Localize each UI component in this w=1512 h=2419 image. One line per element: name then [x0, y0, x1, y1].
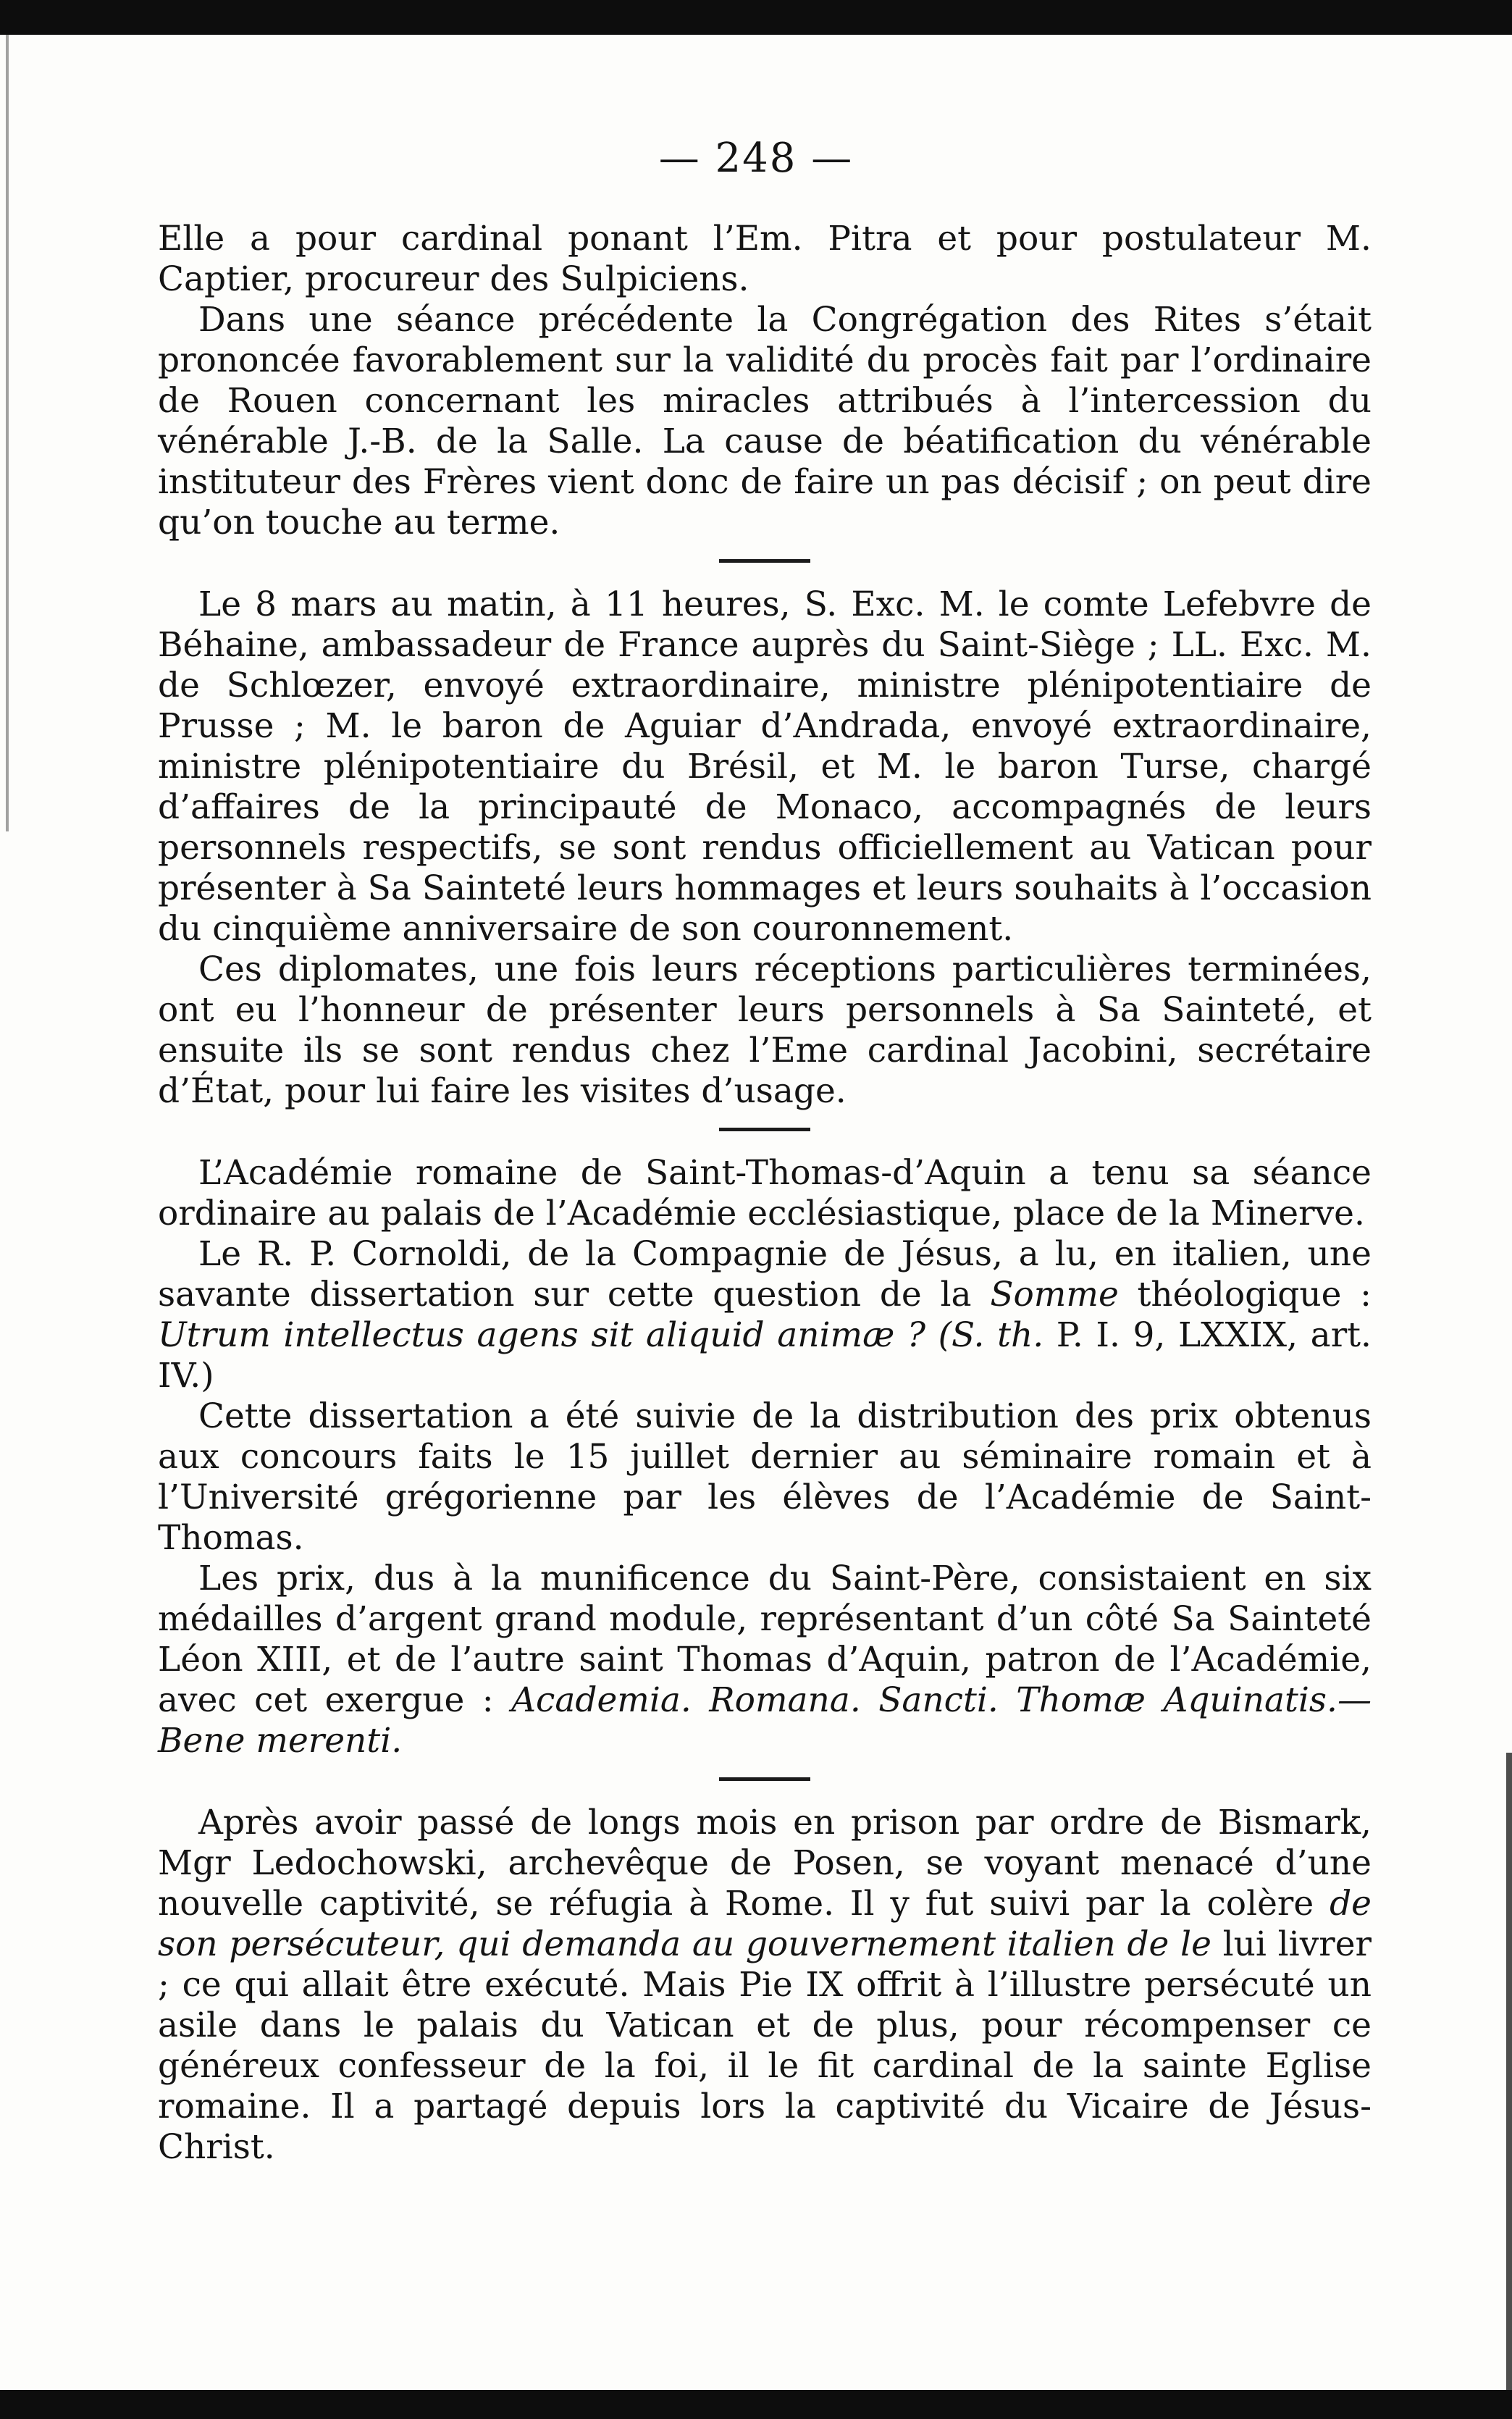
scan-border-top [0, 0, 1512, 35]
text-run: lui livrer ; ce qui allait être exécuté. Mais Pie IX offrit à l’illustre persécuté un asile dans le palais du Vatican et de plus, pour récompenser ce généreux confesseur de la foi, il le fit cardinal de la sainte Eglise romaine. Il a partagé depuis lors la captivité du Vicaire de Jésus-Christ. [158, 1924, 1372, 2167]
paragraph: L’Académie romaine de Saint-Thomas-d’Aquin a tenu sa séance ordinaire au palais de l’Académie ecclésiastique, place de la Minerve. [158, 1153, 1372, 1233]
paragraph: Le 8 mars au matin, à 11 heures, S. Exc. M. le comte Lefebvre de Béhaine, ambassadeur de France auprès du Saint-Siège ; LL. Exc. M. de Schlœzer, envoyé extraordinaire, ministre plénipotentiaire de Prusse ; M. le baron de Aguiar d’Andrada, envoyé extraordinaire, ministre plénipotentiaire du Brésil, et M. le baron Turse, chargé d’affaires de la principauté de Monaco, accompagnés de leurs personnels respectifs, se sont rendus officiellement au Vatican pour présenter à Sa Sainteté leurs hommages et leurs souhaits à l’occasion du cinquième anniversaire de son couronnement. [158, 584, 1372, 949]
text-run-italic: Somme [990, 1275, 1119, 1315]
paragraph: Cette dissertation a été suivie de la distribution des prix obtenus aux concours faits le 15 juillet dernier au séminaire romain et à l’Université grégorienne par les élèves de l’Académie de Saint-Thomas. [158, 1396, 1372, 1558]
text-run: Les prix, dus à la munificence du Saint-Père, consistaient en six médailles d’argent grand module, représentant d’un côté Sa Sainteté Léon XIII, et de l’autre saint Thomas d’Aquin, patron de l’Académie, avec cet exergue : [158, 1559, 1372, 1720]
text-run: théologique : [1118, 1275, 1372, 1315]
page-number: — 248 — [658, 135, 854, 182]
paragraph [158, 1803, 1372, 2168]
section-separator [719, 1128, 810, 1131]
scan-edge-right [1506, 1753, 1512, 2390]
text-run-italic: de son persécuteur, qui demanda au gouvernement italien de le [158, 1884, 1372, 1964]
paragraph: Ces diplomates, une fois leurs réceptions particulières terminées, ont eu l’honneur de présenter leurs personnels à Sa Sainteté, et ensuite ils se sont rendus chez l’Eme cardinal Jacobini, secrétaire d’État, pour lui faire les visites d’usage. [158, 949, 1372, 1111]
paragraph [158, 1559, 1372, 1761]
text-run: Après avoir passé de longs mois en prison par ordre de Bismark, Mgr Ledochowski, archevêque de Posen, se voyant menacé d’une nouvelle captivité, se réfugia à Rome. Il y fut suivi par la colère [158, 1803, 1372, 1924]
section-separator [719, 1777, 810, 1781]
scan-border-bottom [0, 2390, 1512, 2419]
paragraph: Elle a pour cardinal ponant l’Em. Pitra et pour postulateur M. Captier, procureur des Sulpiciens. [158, 219, 1372, 299]
paragraph [158, 1234, 1372, 1396]
paragraph: Dans une séance précédente la Congrégation des Rites s’était prononcée favorablement sur la validité du procès fait par l’ordinaire de Rouen concernant les miracles attribués à l’intercession du vénérable J.-B. de la Salle. La cause de béatification du vénérable instituteur des Frères vient donc de faire un pas décisif ; on peut dire qu’on touche au terme. [158, 300, 1372, 542]
latin-question: Utrum intellectus agens sit aliquid animæ ? (S. th. [158, 1315, 1044, 1355]
text-run: Le R. P. Cornoldi, de la Compagnie de Jésus, a lu, en italien, une savante dissertation sur cette question de la [158, 1234, 1372, 1315]
medal-inscription: Academia. Romana. Sancti. Thomæ Aquinatis.—Bene merenti. [158, 1680, 1372, 1761]
page-body [158, 219, 1372, 2168]
text-run: P. I. 9, LXXIX, art. IV.) [158, 1315, 1372, 1396]
section-separator [719, 559, 810, 563]
